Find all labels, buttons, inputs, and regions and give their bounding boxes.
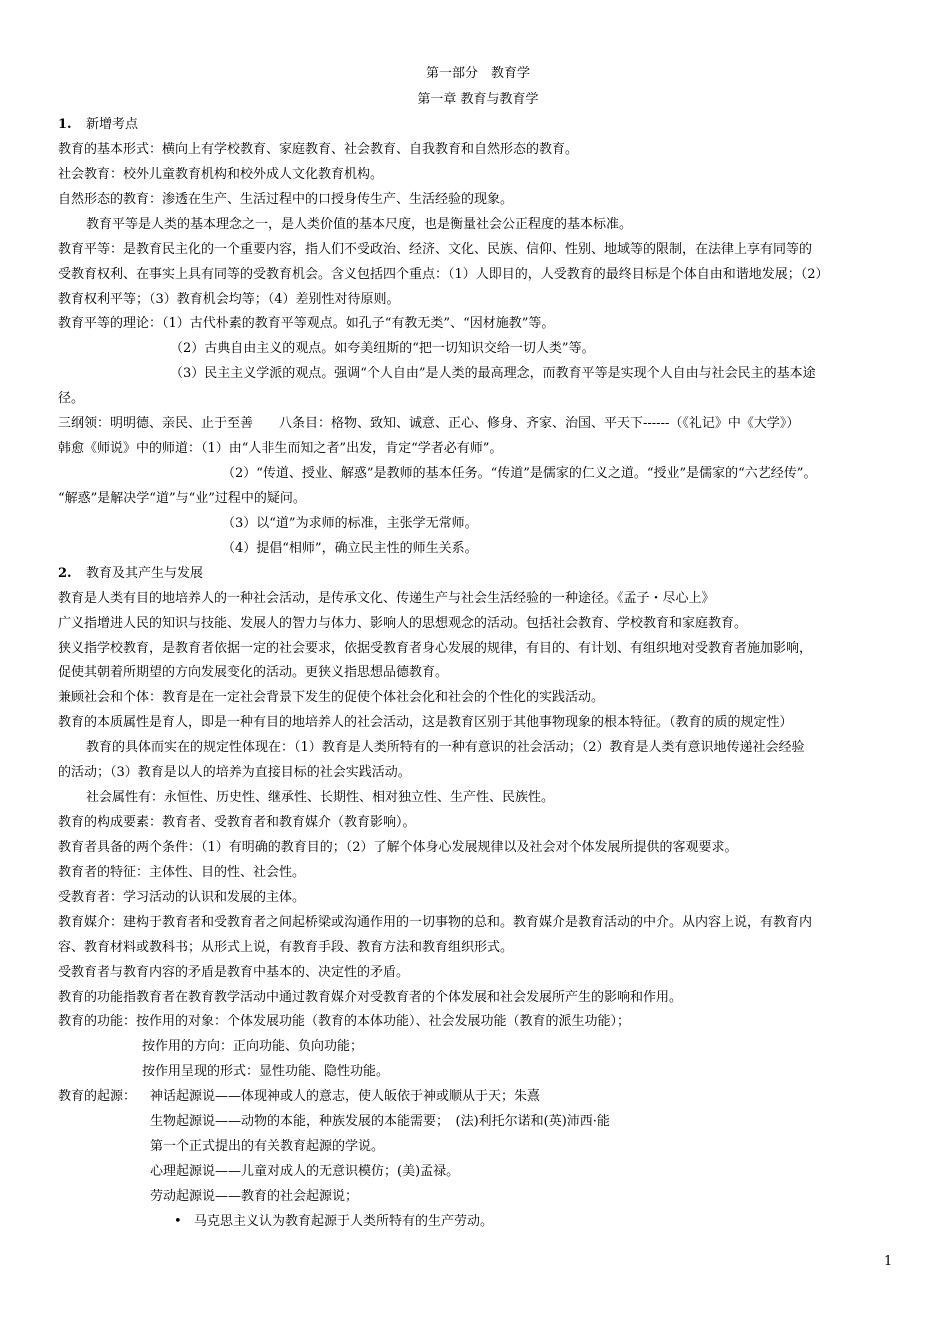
text-line: （2）“传道、授业、解惑”是教师的基本任务。“传道”是儒家的仁义之道。“授业”是儒家的“六艺经传”。 [222, 466, 817, 482]
text-line: 神话起源说——体现神或人的意志，使人皈依于神或顺从于天；朱熹 [150, 1089, 541, 1105]
text-line: （2）古典自由主义的观点。如夸美纽斯的“把一切知识交给一切人类”等。 [170, 341, 595, 357]
text-line: 教育的功能指教育者在教育教学活动中通过教育媒介对受教育者的个体发展和社会发展所产生的影响和作用。 [58, 989, 683, 1005]
text-line: 教育者的特征：主体性、目的性、社会性。 [58, 864, 306, 880]
text-line: 教育及其产生与发展 [86, 565, 204, 581]
text-line: （4）提倡“相师”，确立民主性的师生关系。 [222, 540, 478, 556]
text-line: 教育的起源： [58, 1089, 137, 1105]
text-line: 按作用的方向：正向功能、负向功能； [142, 1039, 364, 1055]
text-line: 韩愈《师说》中的师道：（1）由“人非生而知之者”出发，肯定“学者必有师”。 [58, 441, 503, 457]
text-line: 教育的具体而实在的规定性体现在：（1）教育是人类所特有的一种有意识的社会活动；（2）教育是人类有意识地传递社会经验 [86, 740, 805, 756]
text-line: 教育平等的理论：（1）古代朴素的教育平等观点。如孔子“有教无类”、“因材施教”等。 [58, 316, 555, 332]
text-line: 按作用呈现的形式：显性功能、隐性功能。 [142, 1064, 390, 1080]
text-line: 教育权利平等；（3）教育机会均等；（4）差别性对待原则。 [58, 291, 400, 307]
text-line: 促使其朝着所期望的方向发展变化的活动。更狭义指思想品德教育。 [58, 665, 449, 681]
text-line: 教育的本质属性是育人，即是一种有目的地培养人的社会活动，这是教育区别于其他事物现象的根本特征。（教育的质的规定性） [58, 715, 793, 731]
text-line: 社会教育：校外儿童教育机构和校外成人文化教育机构。 [58, 166, 384, 182]
text-line: 教育者具备的两个条件：（1）有明确的教育目的；（2）了解个体身心发展规律以及社会对个体发展所提供的客观要求。 [58, 839, 738, 855]
text-line: 1. [58, 117, 72, 132]
text-line: 教育媒介：建构于教育者和受教育者之间起桥梁或沟通作用的一切事物的总和。教育媒介是教育活动的中介。从内容上说，有教育内 [58, 914, 813, 930]
text-line: 受教育者：学习活动的认识和发展的主体。 [58, 889, 306, 905]
text-line: 教育是人类有目的地培养人的一种社会活动，是传承文化、传递生产与社会生活经验的一种途径。《孟子・尽心上》 [58, 590, 715, 606]
text-line: 径。 [58, 391, 85, 407]
page-number: 1 [884, 1254, 893, 1269]
text-line: 马克思主义认为教育起源于人类所特有的生产劳动。 [194, 1213, 494, 1229]
text-line: 的活动；（3）教育是以人的培养为直接目标的社会实践活动。 [58, 765, 411, 781]
text-line: 第一个正式提出的有关教育起源的学说。 [150, 1139, 385, 1155]
text-line: 受教育者与教育内容的矛盾是教育中基本的、决定性的矛盾。 [58, 964, 410, 980]
text-line: 容、教育材料或教科书；从形式上说，有教育手段、教育方法和教育组织形式。 [58, 939, 514, 955]
text-line: 三纲领：明明德、亲民、止于至善 八条目：格物、致知、诚意、正心、修身、齐家、治国、平天下------（《礼记》中《大学》） [58, 416, 800, 432]
text-line: 心理起源说——儿童对成人的无意识模仿；(美)孟禄。 [150, 1164, 460, 1180]
text-line: 2. [58, 565, 72, 581]
text-line: 劳动起源说——教育的社会起源说； [150, 1188, 359, 1204]
text-line: 新增考点 [86, 117, 139, 132]
text-line: 社会属性有：永恒性、历史性、继承性、长期性、相对独立性、生产性、民族性。 [86, 790, 555, 806]
text-line: 狭义指学校教育，是教育者依据一定的社会要求，依据受教育者身心发展的规律，有目的、有计划、有组织地对受教育者施加影响， [58, 640, 813, 656]
text-line: 生物起源说——动物的本能，种族发展的本能需要； (法)利托尔诺和(英)沛西·能 [150, 1114, 610, 1130]
page-title: 第一部分 教育学 [425, 66, 530, 81]
text-line: 兼顾社会和个体：教育是在一定社会背景下发生的促使个体社会化和社会的个性化的实践活动。 [58, 690, 605, 706]
text-line: 教育的功能：按作用的对象：个体发展功能（教育的本体功能）、社会发展功能（教育的派生功能）； [58, 1014, 631, 1030]
text-line: 自然形态的教育：渗透在生产、生活过程中的口授身传生产、生活经验的现象。 [58, 191, 514, 207]
text-line: 教育的基本形式：横向上有学校教育、家庭教育、社会教育、自我教育和自然形态的教育。 [58, 141, 579, 157]
text-line: 教育平等是人类的基本理念之一，是人类价值的基本尺度，也是衡量社会公正程度的基本标准。 [86, 216, 633, 232]
text-line: 教育的构成要素：教育者、受教育者和教育媒介（教育影响）。 [58, 815, 416, 831]
text-line: （3）以“道”为求师的标准，主张学无常师。 [222, 515, 478, 531]
chapter-title: 第一章 教育与教育学 [417, 92, 539, 107]
text-line: “解惑”是解决学“道”与“业”过程中的疑问。 [58, 490, 306, 506]
bullet-icon: • [174, 1213, 182, 1229]
text-line: 广义指增进人民的知识与技能、发展人的智力与体力、影响人的思想观念的活动。包括社会教育、学校教育和家庭教育。 [58, 615, 748, 631]
text-line: （3）民主主义学派的观点。强调“个人自由”是人类的最高理念，而教育平等是实现个人自由与社会民主的基本途 [170, 366, 816, 382]
text-line: 受教育权利、在事实上具有同等的受教育机会。含义包括四个重点：（1）人即目的，人受教育的最终目标是个体自由和谐地发展；（2） [58, 266, 829, 282]
text-line: 教育平等：是教育民主化的一个重要内容，指人们不受政治、经济、文化、民族、信仰、性别、地域等的限制，在法律上享有同等的 [58, 241, 813, 257]
